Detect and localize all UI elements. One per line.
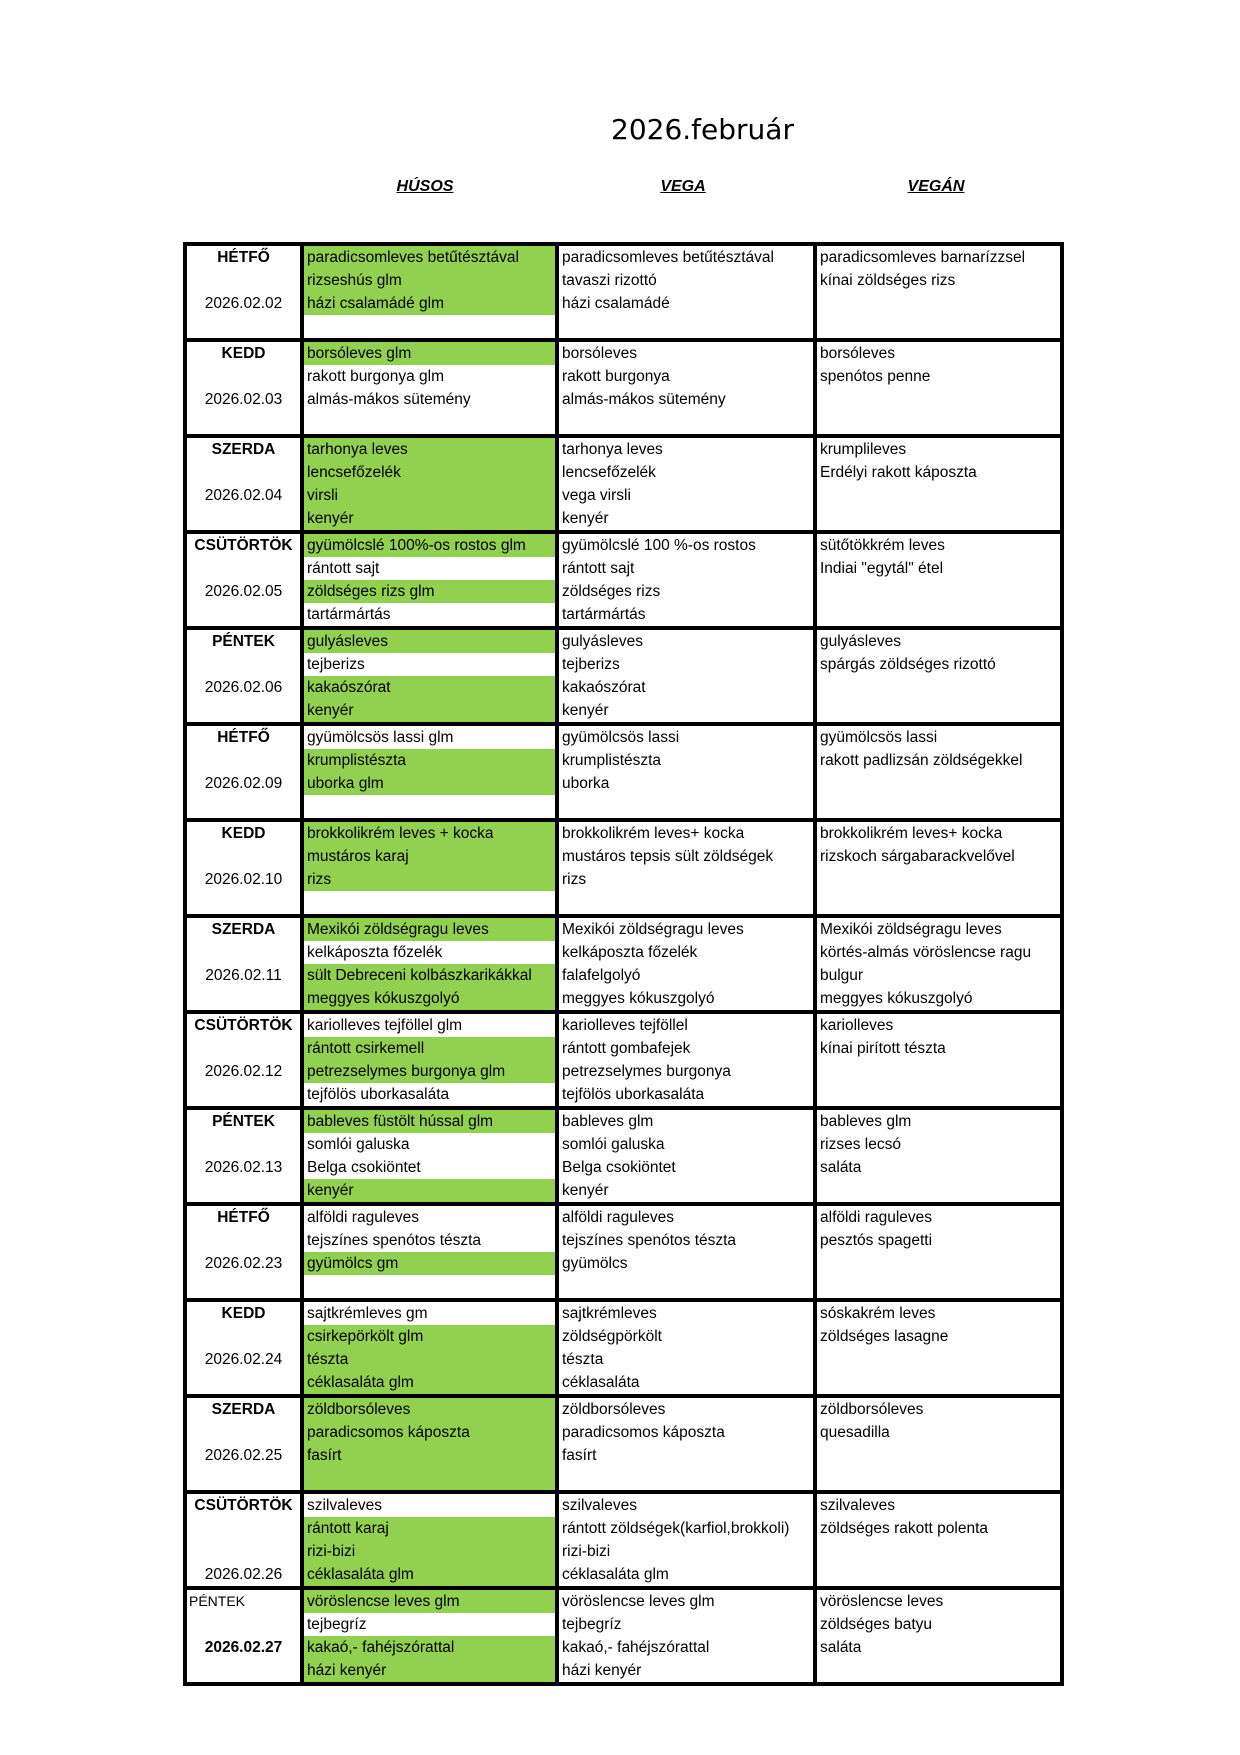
menu-item: bableves glm: [820, 1113, 912, 1130]
menu-item: bulgur: [820, 967, 864, 984]
menu-item: vöröslencse leves: [820, 1593, 944, 1610]
menu-item: lencsefőzelék: [562, 464, 656, 481]
menu-item: gyümölcsös lassi: [562, 729, 680, 746]
menu-cell-husos: [302, 340, 557, 436]
menu-item: [559, 891, 813, 914]
menu-item: céklasaláta glm: [562, 1566, 669, 1583]
menu-item: Indiai "egytál" étel: [820, 560, 944, 577]
menu-cell-husos: [302, 1300, 557, 1396]
menu-cell-husos: [302, 244, 557, 340]
menu-item: szilvaleves: [562, 1497, 637, 1514]
menu-item: kenyér: [562, 1182, 609, 1199]
day-cell: [185, 532, 302, 628]
menu-item: [817, 411, 1060, 434]
menu-item: gyümölcsös lassi: [820, 729, 938, 746]
menu-item: saláta: [820, 1639, 862, 1656]
day-name: SZERDA: [211, 1401, 276, 1418]
day-row: [185, 1012, 1062, 1108]
menu-item: mustáros karaj: [304, 845, 555, 868]
menu-item: tejszínes spenótos tészta: [307, 1232, 482, 1249]
day-name: KEDD: [221, 825, 266, 842]
menu-item: gulyásleves: [304, 630, 555, 653]
menu-item: tejfölös uborkasaláta: [307, 1086, 450, 1103]
menu-cell-vega: [557, 1492, 815, 1588]
menu-item: céklasaláta: [562, 1374, 640, 1391]
menu-item: sajtkrémleves: [562, 1305, 657, 1322]
menu-item: gulyásleves: [820, 633, 901, 650]
menu-item: Mexikói zöldségragu leves: [820, 921, 1002, 938]
menu-item: tejszínes spenótos tészta: [562, 1232, 737, 1249]
menu-item: [817, 1444, 1060, 1467]
menu-item: házi csalamádé glm: [304, 292, 555, 315]
menu-cell-vega: [557, 436, 815, 532]
menu-item: tejfölös uborkasaláta: [562, 1086, 705, 1103]
day-date: 2026.02.06: [204, 679, 283, 696]
menu-item: gyümölcslé 100%-os rostos glm: [304, 534, 555, 557]
menu-cell-vegan: [815, 1492, 1062, 1588]
menu-item: quesadilla: [820, 1424, 890, 1441]
menu-item: kínai zöldséges rizs: [820, 272, 956, 289]
menu-item: rántott gombafejek: [562, 1040, 691, 1057]
menu-item: bableves füstölt hússal glm: [304, 1110, 555, 1133]
menu-item: [817, 1371, 1060, 1394]
menu-item: [559, 1467, 813, 1490]
menu-item: meggyes kókuszgolyó: [562, 990, 715, 1007]
menu-item: céklasaláta glm: [304, 1563, 555, 1586]
menu-item: [817, 292, 1060, 315]
day-date: 2026.02.23: [204, 1255, 283, 1272]
day-row: [185, 1492, 1062, 1588]
day-row: [185, 820, 1062, 916]
menu-item: paradicsomleves betűtésztával: [562, 249, 774, 266]
menu-item: kenyér: [562, 510, 609, 527]
menu-item: somlói galuska: [562, 1136, 665, 1153]
menu-item: kenyér: [304, 1179, 555, 1202]
menu-item: rántott karaj: [304, 1517, 555, 1540]
menu-item: kakaó,- fahéjszórattal: [304, 1636, 555, 1659]
menu-item: rizseshús glm: [304, 269, 555, 292]
day-row: [185, 1108, 1062, 1204]
menu-cell-husos: [302, 916, 557, 1012]
menu-item: rizses lecsó: [820, 1136, 901, 1153]
menu-cell-vegan: [815, 1204, 1062, 1300]
menu-cell-vega: [557, 532, 815, 628]
menu-item: almás-mákos sütemény: [307, 391, 471, 408]
menu-item: saláta: [820, 1159, 862, 1176]
menu-item: kakaószórat: [304, 676, 555, 699]
menu-item: [817, 1467, 1060, 1490]
menu-item: tartármártás: [307, 606, 391, 623]
menu-item: [559, 795, 813, 818]
day-name: PÉNTEK: [212, 1113, 275, 1130]
day-date: 2026.02.04: [204, 487, 283, 504]
menu-item: [817, 315, 1060, 338]
menu-cell-husos: [302, 532, 557, 628]
menu-item: [817, 1083, 1060, 1106]
menu-item: zöldséges rizs: [562, 583, 661, 600]
menu-item: brokkolikrém leves + kocka: [304, 822, 555, 845]
day-date: 2026.02.24: [204, 1351, 283, 1368]
menu-item: tartármártás: [562, 606, 646, 623]
day-name: PÉNTEK: [212, 633, 275, 650]
menu-cell-vegan: [815, 820, 1062, 916]
menu-item: [304, 1275, 555, 1298]
menu-cell-vegan: [815, 1396, 1062, 1492]
day-row: [185, 916, 1062, 1012]
menu-item: [817, 676, 1060, 699]
day-row: [185, 244, 1062, 340]
menu-cell-vegan: [815, 916, 1062, 1012]
menu-item: tészta: [304, 1348, 555, 1371]
menu-cell-husos: [302, 628, 557, 724]
day-cell: [185, 436, 302, 532]
menu-item: falafelgolyó: [562, 967, 641, 984]
menu-item: petrezselymes burgonya: [562, 1063, 731, 1080]
menu-item: somlói galuska: [307, 1136, 410, 1153]
menu-item: sóskakrém leves: [820, 1305, 936, 1322]
day-name: HÉTFŐ: [217, 729, 270, 746]
menu-cell-husos: [302, 1204, 557, 1300]
day-row: [185, 1588, 1062, 1684]
menu-cell-vegan: [815, 724, 1062, 820]
menu-item: spenótos penne: [820, 368, 931, 385]
day-name: KEDD: [221, 1305, 266, 1322]
menu-item: virsli: [304, 484, 555, 507]
menu-item: vöröslencse leves glm: [304, 1590, 555, 1613]
menu-item: gyümölcslé 100 %-os rostos: [562, 537, 756, 554]
menu-item: brokkolikrém leves+ kocka: [562, 825, 745, 842]
menu-item: zöldséges lasagne: [820, 1328, 949, 1345]
day-cell: [185, 628, 302, 724]
day-row: [185, 724, 1062, 820]
menu-cell-vegan: [815, 1108, 1062, 1204]
menu-item: vöröslencse leves glm: [562, 1593, 715, 1610]
menu-item: rizs: [562, 871, 587, 888]
day-date: 2026.02.09: [204, 775, 283, 792]
menu-item: [817, 1252, 1060, 1275]
menu-item: gyümölcsös lassi glm: [307, 729, 454, 746]
menu-item: zöldborsóleves: [304, 1398, 555, 1421]
menu-cell-husos: [302, 436, 557, 532]
menu-item: [817, 699, 1060, 722]
menu-cell-vegan: [815, 1300, 1062, 1396]
day-name: HÉTFŐ: [217, 1209, 270, 1226]
menu-cell-husos: [302, 1012, 557, 1108]
menu-cell-husos: [302, 1108, 557, 1204]
menu-item: bableves glm: [562, 1113, 654, 1130]
menu-cell-vega: [557, 1108, 815, 1204]
menu-item: rizskoch sárgabarackvelővel: [820, 848, 1015, 865]
menu-item: rántott csirkemell: [304, 1037, 555, 1060]
menu-cell-vega: [557, 1204, 815, 1300]
menu-item: [817, 388, 1060, 411]
day-name: CSÜTÖRTÖK: [194, 1497, 293, 1514]
day-cell: [185, 1588, 302, 1684]
menu-item: zöldségpörkölt: [562, 1328, 662, 1345]
menu-item: Belga csokiöntet: [307, 1159, 421, 1176]
day-cell: [185, 916, 302, 1012]
menu-cell-vega: [557, 724, 815, 820]
menu-item: kelkáposzta főzelék: [307, 944, 443, 961]
menu-item: paradicsomleves barnarízzsel: [820, 249, 1026, 266]
menu-cell-vegan: [815, 1012, 1062, 1108]
menu-item: [559, 315, 813, 338]
menu-item: fasírt: [562, 1447, 597, 1464]
menu-item: céklasaláta glm: [304, 1371, 555, 1394]
menu-item: fasírt: [304, 1444, 555, 1467]
menu-item: sütőtökkrém leves: [820, 537, 945, 554]
menu-cell-husos: [302, 1588, 557, 1684]
menu-cell-vega: [557, 1300, 815, 1396]
menu-cell-husos: [302, 1492, 557, 1588]
menu-item: krumplileves: [820, 441, 907, 458]
menu-item: rizs: [304, 868, 555, 891]
day-name: PÉNTEK: [189, 1593, 246, 1609]
menu-item: almás-mákos sütemény: [562, 391, 726, 408]
menu-item: [817, 1060, 1060, 1083]
menu-item: tarhonya leves: [304, 438, 555, 461]
menu-item: zöldséges batyu: [820, 1616, 933, 1633]
menu-item: paradicsomos káposzta: [304, 1421, 555, 1444]
menu-item: [559, 1275, 813, 1298]
day-date: 2026.02.26: [204, 1566, 283, 1583]
day-row: [185, 628, 1062, 724]
day-cell: [185, 1396, 302, 1492]
menu-item: krumplistészta: [304, 749, 555, 772]
menu-item: kínai pirított tészta: [820, 1040, 946, 1057]
day-cell: [185, 1492, 302, 1588]
menu-item: brokkolikrém leves+ kocka: [820, 825, 1003, 842]
day-name: SZERDA: [211, 441, 276, 458]
menu-item: zöldséges rizs glm: [304, 580, 555, 603]
menu-item: tejbegríz: [307, 1616, 367, 1633]
menu-item: szilvaleves: [820, 1497, 895, 1514]
menu-cell-husos: [302, 820, 557, 916]
day-cell: [185, 1300, 302, 1396]
menu-item: tarhonya leves: [562, 441, 663, 458]
column-header-husos: HÚSOS: [396, 178, 454, 195]
menu-item: [817, 580, 1060, 603]
menu-item: borsóleves: [820, 345, 895, 362]
menu-item: sajtkrémleves gm: [307, 1305, 428, 1322]
day-cell: [185, 244, 302, 340]
menu-item: spárgás zöldséges rizottó: [820, 656, 996, 673]
menu-item: [817, 1659, 1060, 1682]
menu-table-body: [185, 244, 1062, 1684]
menu-item: [559, 411, 813, 434]
day-cell: [185, 1108, 302, 1204]
menu-item: kelkáposzta főzelék: [562, 944, 698, 961]
menu-item: tészta: [562, 1351, 604, 1368]
menu-item: rakott burgonya glm: [307, 368, 444, 385]
menu-item: körtés-almás vöröslencse ragu: [820, 944, 1032, 961]
day-name: CSÜTÖRTÖK: [194, 1017, 293, 1034]
menu-item: alföldi raguleves: [307, 1209, 420, 1226]
menu-item: szilvaleves: [307, 1497, 382, 1514]
menu-item: rakott padlizsán zöldségekkel: [820, 752, 1023, 769]
column-header-vegan: VEGÁN: [907, 178, 965, 195]
menu-item: [817, 868, 1060, 891]
day-row: [185, 532, 1062, 628]
day-date: 2026.02.27: [204, 1639, 283, 1656]
menu-item: tejberizs: [562, 656, 620, 673]
menu-cell-husos: [302, 724, 557, 820]
menu-cell-vegan: [815, 436, 1062, 532]
menu-item: [304, 1467, 555, 1490]
menu-item: rántott sajt: [562, 560, 635, 577]
menu-item: rizi-bizi: [304, 1540, 555, 1563]
menu-item: [304, 891, 555, 914]
menu-item: [817, 1179, 1060, 1202]
menu-item: pesztós spagetti: [820, 1232, 933, 1249]
menu-item: házi kenyér: [304, 1659, 555, 1682]
menu-item: kenyér: [304, 507, 555, 530]
day-row: [185, 340, 1062, 436]
menu-item: [817, 484, 1060, 507]
menu-item: uborka glm: [304, 772, 555, 795]
menu-item: zöldborsóleves: [820, 1401, 924, 1418]
menu-item: kakaó,- fahéjszórattal: [562, 1639, 710, 1656]
menu-item: kenyér: [562, 702, 609, 719]
menu-item: rántott sajt: [307, 560, 380, 577]
menu-item: [817, 603, 1060, 626]
menu-item: uborka: [562, 775, 610, 792]
menu-cell-vegan: [815, 244, 1062, 340]
menu-item: alföldi raguleves: [562, 1209, 675, 1226]
menu-item: lencsefőzelék: [304, 461, 555, 484]
menu-cell-vegan: [815, 1588, 1062, 1684]
day-cell: [185, 1012, 302, 1108]
menu-cell-husos: [302, 1396, 557, 1492]
menu-cell-vega: [557, 340, 815, 436]
menu-item: [304, 795, 555, 818]
day-date: 2026.02.03: [204, 391, 283, 408]
menu-item: mustáros tepsis sült zöldségek: [562, 848, 774, 865]
menu-item: gyümölcs: [562, 1255, 628, 1272]
day-name: CSÜTÖRTÖK: [194, 537, 293, 554]
day-date: 2026.02.10: [204, 871, 283, 888]
menu-item: alföldi raguleves: [820, 1209, 933, 1226]
menu-item: meggyes kókuszgolyó: [820, 990, 973, 1007]
day-row: [185, 1396, 1062, 1492]
menu-item: rántott zöldségek(karfiol,brokkoli): [562, 1520, 790, 1537]
day-date: 2026.02.25: [204, 1447, 283, 1464]
menu-item: paradicsomos káposzta: [562, 1424, 725, 1441]
day-date: 2026.02.02: [204, 295, 283, 312]
menu-cell-vegan: [815, 340, 1062, 436]
menu-item: tejberizs: [307, 656, 365, 673]
menu-item: sült Debreceni kolbászkarikákkal: [304, 964, 555, 987]
menu-table: [183, 242, 1064, 1686]
menu-item: vega virsli: [562, 487, 631, 504]
day-row: [185, 436, 1062, 532]
menu-cell-vegan: [815, 532, 1062, 628]
menu-item: [304, 315, 555, 338]
menu-item: kariolleves: [820, 1017, 894, 1034]
menu-item: paradicsomleves betűtésztával: [304, 246, 555, 269]
day-cell: [185, 820, 302, 916]
day-cell: [185, 724, 302, 820]
menu-item: [817, 1540, 1060, 1563]
menu-item: [817, 891, 1060, 914]
menu-item: házi csalamádé: [562, 295, 670, 312]
menu-item: borsóleves: [562, 345, 637, 362]
menu-item: [817, 507, 1060, 530]
menu-item: Mexikói zöldségragu leves: [304, 918, 555, 941]
menu-item: krumplistészta: [562, 752, 662, 769]
menu-item: [817, 1275, 1060, 1298]
menu-cell-vegan: [815, 628, 1062, 724]
menu-cell-vega: [557, 244, 815, 340]
menu-cell-vega: [557, 1012, 815, 1108]
menu-item: gyümölcs gm: [304, 1252, 555, 1275]
page-title: 2026.február: [611, 113, 794, 146]
day-cell: [185, 340, 302, 436]
menu-item: meggyes kókuszgolyó: [304, 987, 555, 1010]
day-date: 2026.02.05: [204, 583, 283, 600]
menu-item: kariolleves tejföllel: [562, 1017, 688, 1034]
menu-item: Mexikói zöldségragu leves: [562, 921, 744, 938]
menu-cell-vega: [557, 1396, 815, 1492]
menu-item: házi kenyér: [562, 1662, 642, 1679]
day-date: 2026.02.12: [204, 1063, 283, 1080]
menu-item: tejbegríz: [562, 1616, 622, 1633]
menu-item: kenyér: [304, 699, 555, 722]
menu-item: borsóleves glm: [304, 342, 555, 365]
column-header-vega: VEGA: [660, 178, 706, 195]
menu-item: zöldséges rakott polenta: [820, 1520, 989, 1537]
menu-item: [304, 411, 555, 434]
menu-item: zöldborsóleves: [562, 1401, 666, 1418]
day-name: SZERDA: [211, 921, 276, 938]
menu-item: [817, 1348, 1060, 1371]
menu-item: petrezselymes burgonya glm: [304, 1060, 555, 1083]
menu-item: [817, 772, 1060, 795]
menu-item: kariolleves tejföllel glm: [307, 1017, 463, 1034]
menu-item: rakott burgonya: [562, 368, 670, 385]
menu-cell-vega: [557, 916, 815, 1012]
day-name: KEDD: [221, 345, 266, 362]
day-row: [185, 1204, 1062, 1300]
day-row: [185, 1300, 1062, 1396]
menu-item: tavaszi rizottó: [562, 272, 657, 289]
menu-cell-vega: [557, 820, 815, 916]
menu-item: [817, 795, 1060, 818]
menu-item: gulyásleves: [562, 633, 643, 650]
day-date: 2026.02.11: [205, 967, 282, 984]
menu-item: Erdélyi rakott káposzta: [820, 464, 977, 481]
day-cell: [185, 1204, 302, 1300]
menu-item: rizi-bizi: [562, 1543, 611, 1560]
menu-item: kakaószórat: [562, 679, 646, 696]
menu-cell-vega: [557, 628, 815, 724]
menu-item: csirkepörkölt glm: [304, 1325, 555, 1348]
menu-item: Belga csokiöntet: [562, 1159, 676, 1176]
menu-item: [817, 1563, 1060, 1586]
day-date: 2026.02.13: [204, 1159, 283, 1176]
day-name: HÉTFŐ: [217, 249, 270, 266]
menu-cell-vega: [557, 1588, 815, 1684]
